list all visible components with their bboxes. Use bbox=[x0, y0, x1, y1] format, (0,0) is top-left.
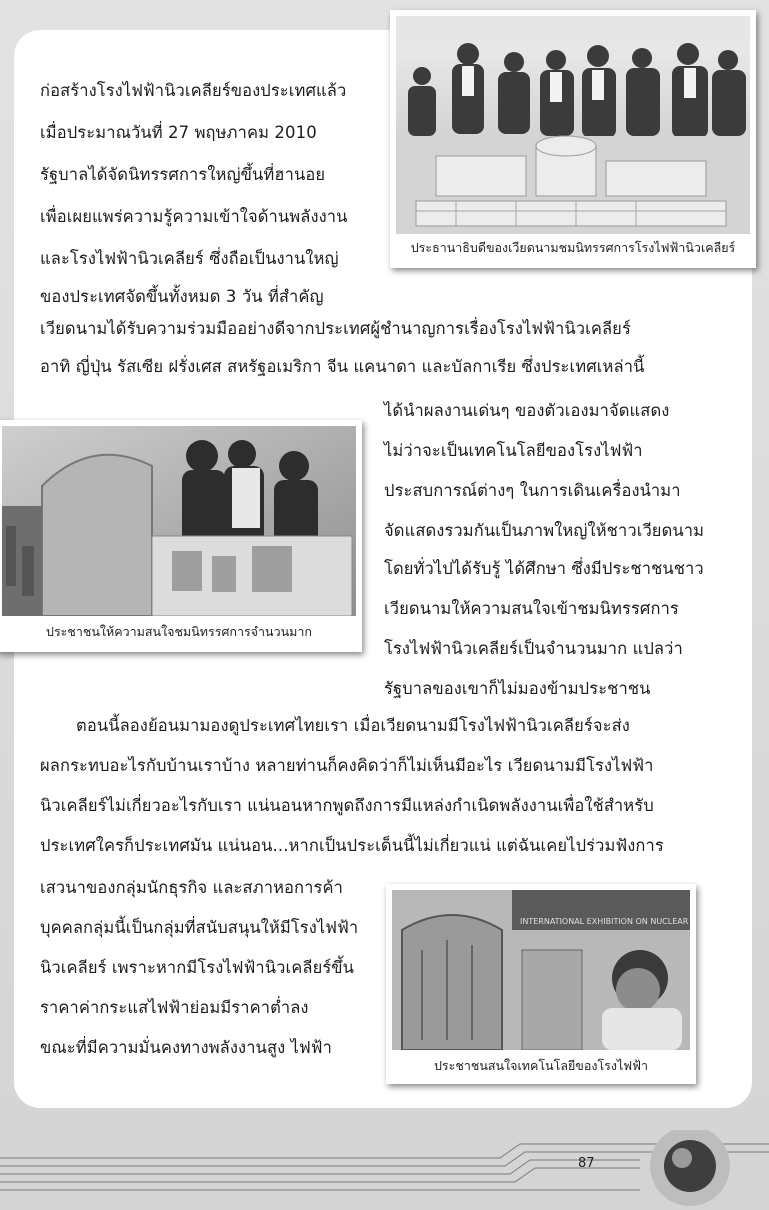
text-line: ประเทศใครก็ประเทศมัน แน่นอน...หากเป็นประเด็นนี้ไม่เกี่ยวแน่ แต่ฉันเคยไปร่วมฟังการ bbox=[40, 836, 664, 855]
photo-president-exhibition bbox=[390, 10, 756, 268]
text-line: ประสบการณ์ต่างๆ ในการเดินเครื่องนำมา bbox=[384, 481, 681, 500]
photo-illustration bbox=[2, 426, 356, 616]
photo-crowd-exhibition bbox=[0, 420, 362, 652]
photo-illustration bbox=[396, 16, 750, 234]
text-line: จัดแสดงรวมกันเป็นภาพใหญ่ให้ชาวเวียดนาม bbox=[384, 521, 705, 540]
text-line: บุคคลกลุ่มนี้เป็นกลุ่มที่สนับสนุนให้มีโรงไฟฟ้า bbox=[40, 918, 359, 937]
photo-technology-exhibit bbox=[386, 884, 696, 1084]
text-line: เวียดนามให้ความสนใจเข้าชมนิทรรศการ bbox=[384, 599, 679, 618]
text-line: โดยทั่วไปได้รับรู้ ได้ศึกษา ซึ่งมีประชาชนชาว bbox=[384, 559, 704, 578]
photo-illustration bbox=[392, 890, 690, 1050]
text-line: และโรงไฟฟ้านิวเคลียร์ ซึ่งถือเป็นงานใหญ่ bbox=[40, 249, 339, 268]
text-line: ก่อสร้างโรงไฟฟ้านิวเคลียร์ของประเทศแล้ว bbox=[40, 81, 347, 100]
text-line: เสวนาของกลุ่มนักธุรกิจ และสภาหอการค้า bbox=[40, 878, 343, 897]
text-line: ตอนนี้ลองย้อนมามองดูประเทศไทยเรา เมื่อเวียดนามมีโรงไฟฟ้านิวเคลียร์จะส่ง bbox=[76, 716, 630, 735]
photo-caption: ประชาชนสนใจเทคโนโลยีของโรงไฟฟ้า bbox=[433, 1058, 649, 1073]
text-line: ขณะที่มีความมั่นคงทางพลังงานสูง ไฟฟ้า bbox=[40, 1038, 332, 1057]
photo-image bbox=[396, 16, 750, 234]
text-line: เมื่อประมาณวันที่ 27 พฤษภาคม 2010 bbox=[40, 123, 317, 142]
text-line: นิวเคลียร์ไม่เกี่ยวอะไรกับเรา แน่นอนหากพูดถึงการมีแหล่งกำเนิดพลังงานเพื่อใช้สำหรับ bbox=[40, 796, 654, 815]
text-line: อาทิ ญี่ปุ่น รัสเซีย ฝรั่งเศส สหรัฐอเมริกา จีน แคนาดา และบัลกาเรีย ซึ่งประเทศเหล่านี้ bbox=[40, 357, 645, 376]
text-line: ไม่ว่าจะเป็นเทคโนโลยีของโรงไฟฟ้า bbox=[384, 441, 643, 460]
text-line: โรงไฟฟ้านิวเคลียร์เป็นจำนวนมาก แปลว่า bbox=[384, 639, 683, 658]
text-line: ผลกระทบอะไรกับบ้านเราบ้าง หลายท่านก็คงคิดว่าก็ไม่เห็นมีอะไร เวียดนามมีโรงไฟฟ้า bbox=[40, 756, 654, 775]
text-line: เวียดนามได้รับความร่วมมืออย่างดีจากประเทศผู้ชำนาญการเรื่องโรงไฟฟ้านิวเคลียร์ bbox=[40, 319, 631, 338]
text-line: นิวเคลียร์ เพราะหากมีโรงไฟฟ้านิวเคลียร์ขึ้น bbox=[40, 958, 355, 977]
text-line: ของประเทศจัดขึ้นทั้งหมด 3 วัน ที่สำคัญ bbox=[40, 287, 324, 306]
photo-image bbox=[392, 890, 690, 1050]
page-number: 87 bbox=[578, 1156, 595, 1171]
photo-caption: ประชาชนให้ความสนใจชมนิทรรศการจำนวนมาก bbox=[46, 624, 312, 639]
footer-decoration bbox=[0, 1130, 769, 1210]
text-line: ได้นำผลงานเด่นๆ ของตัวเองมาจัดแสดง bbox=[384, 401, 670, 420]
banner-text: INTERNATIONAL EXHIBITION ON NUCLEAR bbox=[520, 917, 689, 926]
text-line: เพื่อเผยแพร่ความรู้ความเข้าใจด้านพลังงาน bbox=[40, 207, 348, 226]
text-line: รัฐบาลได้จัดนิทรรศการใหญ่ขึ้นที่ฮานอย bbox=[40, 165, 326, 184]
photo-image bbox=[2, 426, 356, 616]
text-line: รัฐบาลของเขาก็ไม่มองข้ามประชาชน bbox=[384, 679, 651, 698]
photo-caption: ประธานาธิบดีของเวียดนามชมนิทรรศการโรงไฟฟ้านิวเคลียร์ bbox=[410, 240, 736, 255]
text-line: ราคาค่ากระแสไฟฟ้าย่อมมีราคาต่ำลง bbox=[40, 998, 309, 1017]
